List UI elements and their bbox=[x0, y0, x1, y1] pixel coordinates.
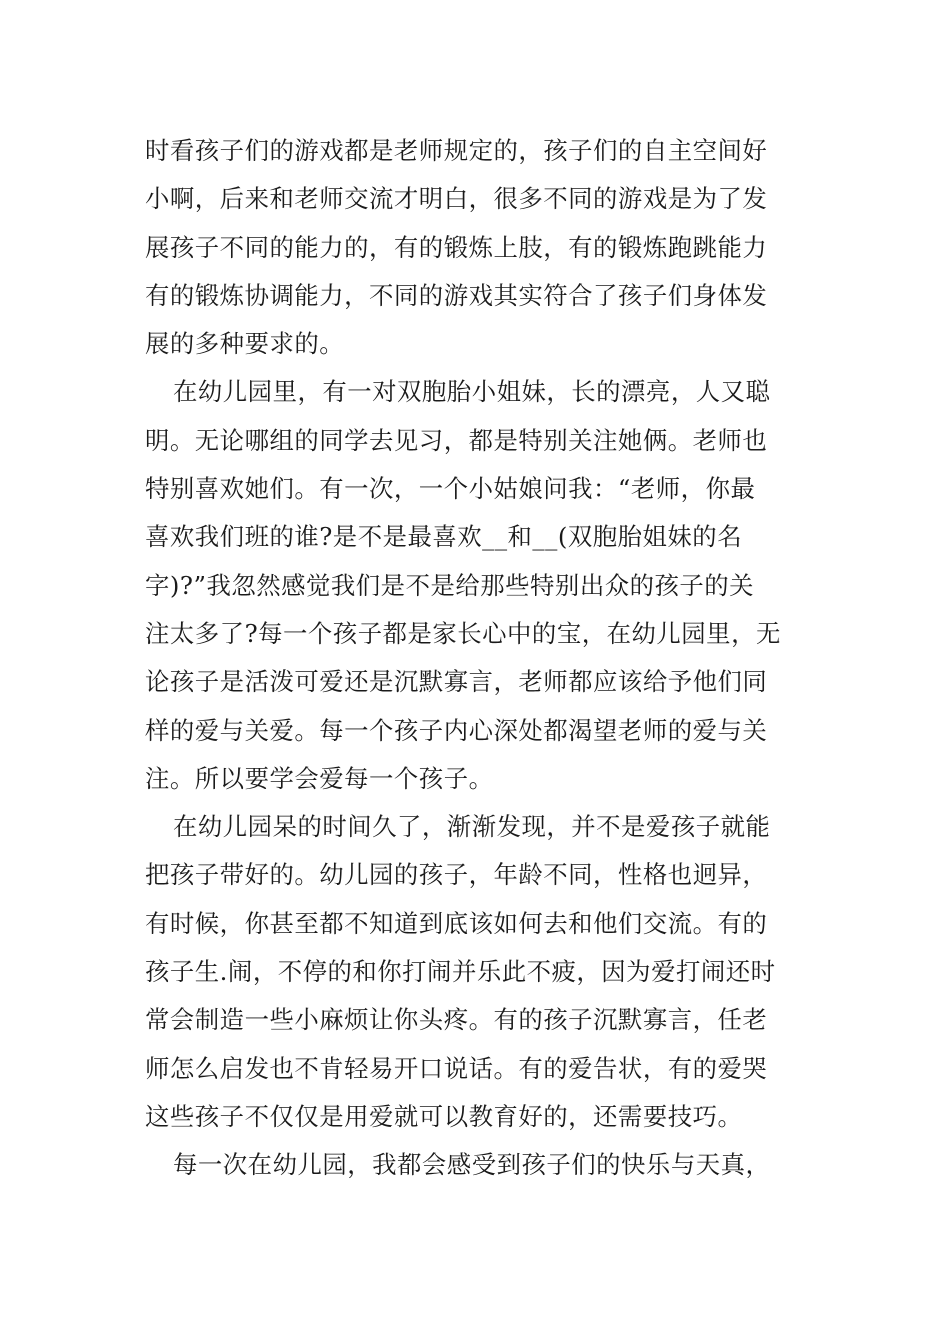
text-line: 注太多了?每一个孩子都是家长心中的宝，在幼儿园里，无 bbox=[145, 618, 781, 648]
text-line: 有的锻炼协调能力，不同的游戏其实符合了孩子们身体发 bbox=[145, 280, 768, 310]
text-line: 这些孩子不仅仅是用爱就可以教育好的，还需要技巧。 bbox=[145, 1101, 743, 1131]
text-line: 有时候，你甚至都不知道到底该如何去和他们交流。有的 bbox=[145, 908, 768, 938]
text-line: 孩子生.闹，不停的和你打闹并乐此不疲，因为爱打闹还时 bbox=[145, 957, 776, 987]
text-line: 在幼儿园里，有一对双胞胎小姐妹，长的漂亮，人又聪 bbox=[173, 377, 771, 407]
text-line: 明。无论哪组的同学去见习，都是特别关注她俩。老师也 bbox=[145, 425, 768, 455]
paragraph-2 bbox=[145, 368, 810, 803]
text-line: 把孩子带好的。幼儿园的孩子，年龄不同，性格也迥异， bbox=[145, 860, 768, 890]
text-line: 在幼儿园呆的时间久了，渐渐发现，并不是爱孩子就能 bbox=[173, 812, 771, 842]
paragraph-1 bbox=[145, 127, 810, 368]
text-line: 注。所以要学会爱每一个孩子。 bbox=[145, 763, 494, 793]
text-line: 展的多种要求的。 bbox=[145, 329, 345, 359]
paragraph-3 bbox=[145, 803, 810, 1141]
text-line: 喜欢我们班的谁?是不是最喜欢__和__(双胞胎姐妹的名 bbox=[145, 522, 743, 552]
text-line: 常会制造一些小麻烦让你头疼。有的孩子沉默寡言，任老 bbox=[145, 1005, 768, 1035]
text-line: 小啊，后来和老师交流才明白，很多不同的游戏是为了发 bbox=[145, 184, 768, 214]
text-line: 特别喜欢她们。有一次，一个小姑娘问我：“老师，你最 bbox=[145, 474, 756, 504]
text-line: 展孩子不同的能力的，有的锻炼上肢，有的锻炼跑跳能力 bbox=[145, 232, 768, 262]
paragraph-4 bbox=[145, 1141, 810, 1189]
text-line: 样的爱与关爱。每一个孩子内心深处都渴望老师的爱与关 bbox=[145, 715, 768, 745]
document-body bbox=[145, 127, 810, 1190]
text-line: 每一次在幼儿园，我都会感受到孩子们的快乐与天真， bbox=[173, 1150, 771, 1180]
text-line: 论孩子是活泼可爱还是沉默寡言，老师都应该给予他们同 bbox=[145, 667, 768, 697]
text-line: 时看孩子们的游戏都是老师规定的，孩子们的自主空间好 bbox=[145, 136, 768, 165]
text-line: 字)?”我忽然感觉我们是不是给那些特别出众的孩子的关 bbox=[145, 570, 755, 600]
text-line: 师怎么启发也不肯轻易开口说话。有的爱告状，有的爱哭 bbox=[145, 1053, 768, 1083]
